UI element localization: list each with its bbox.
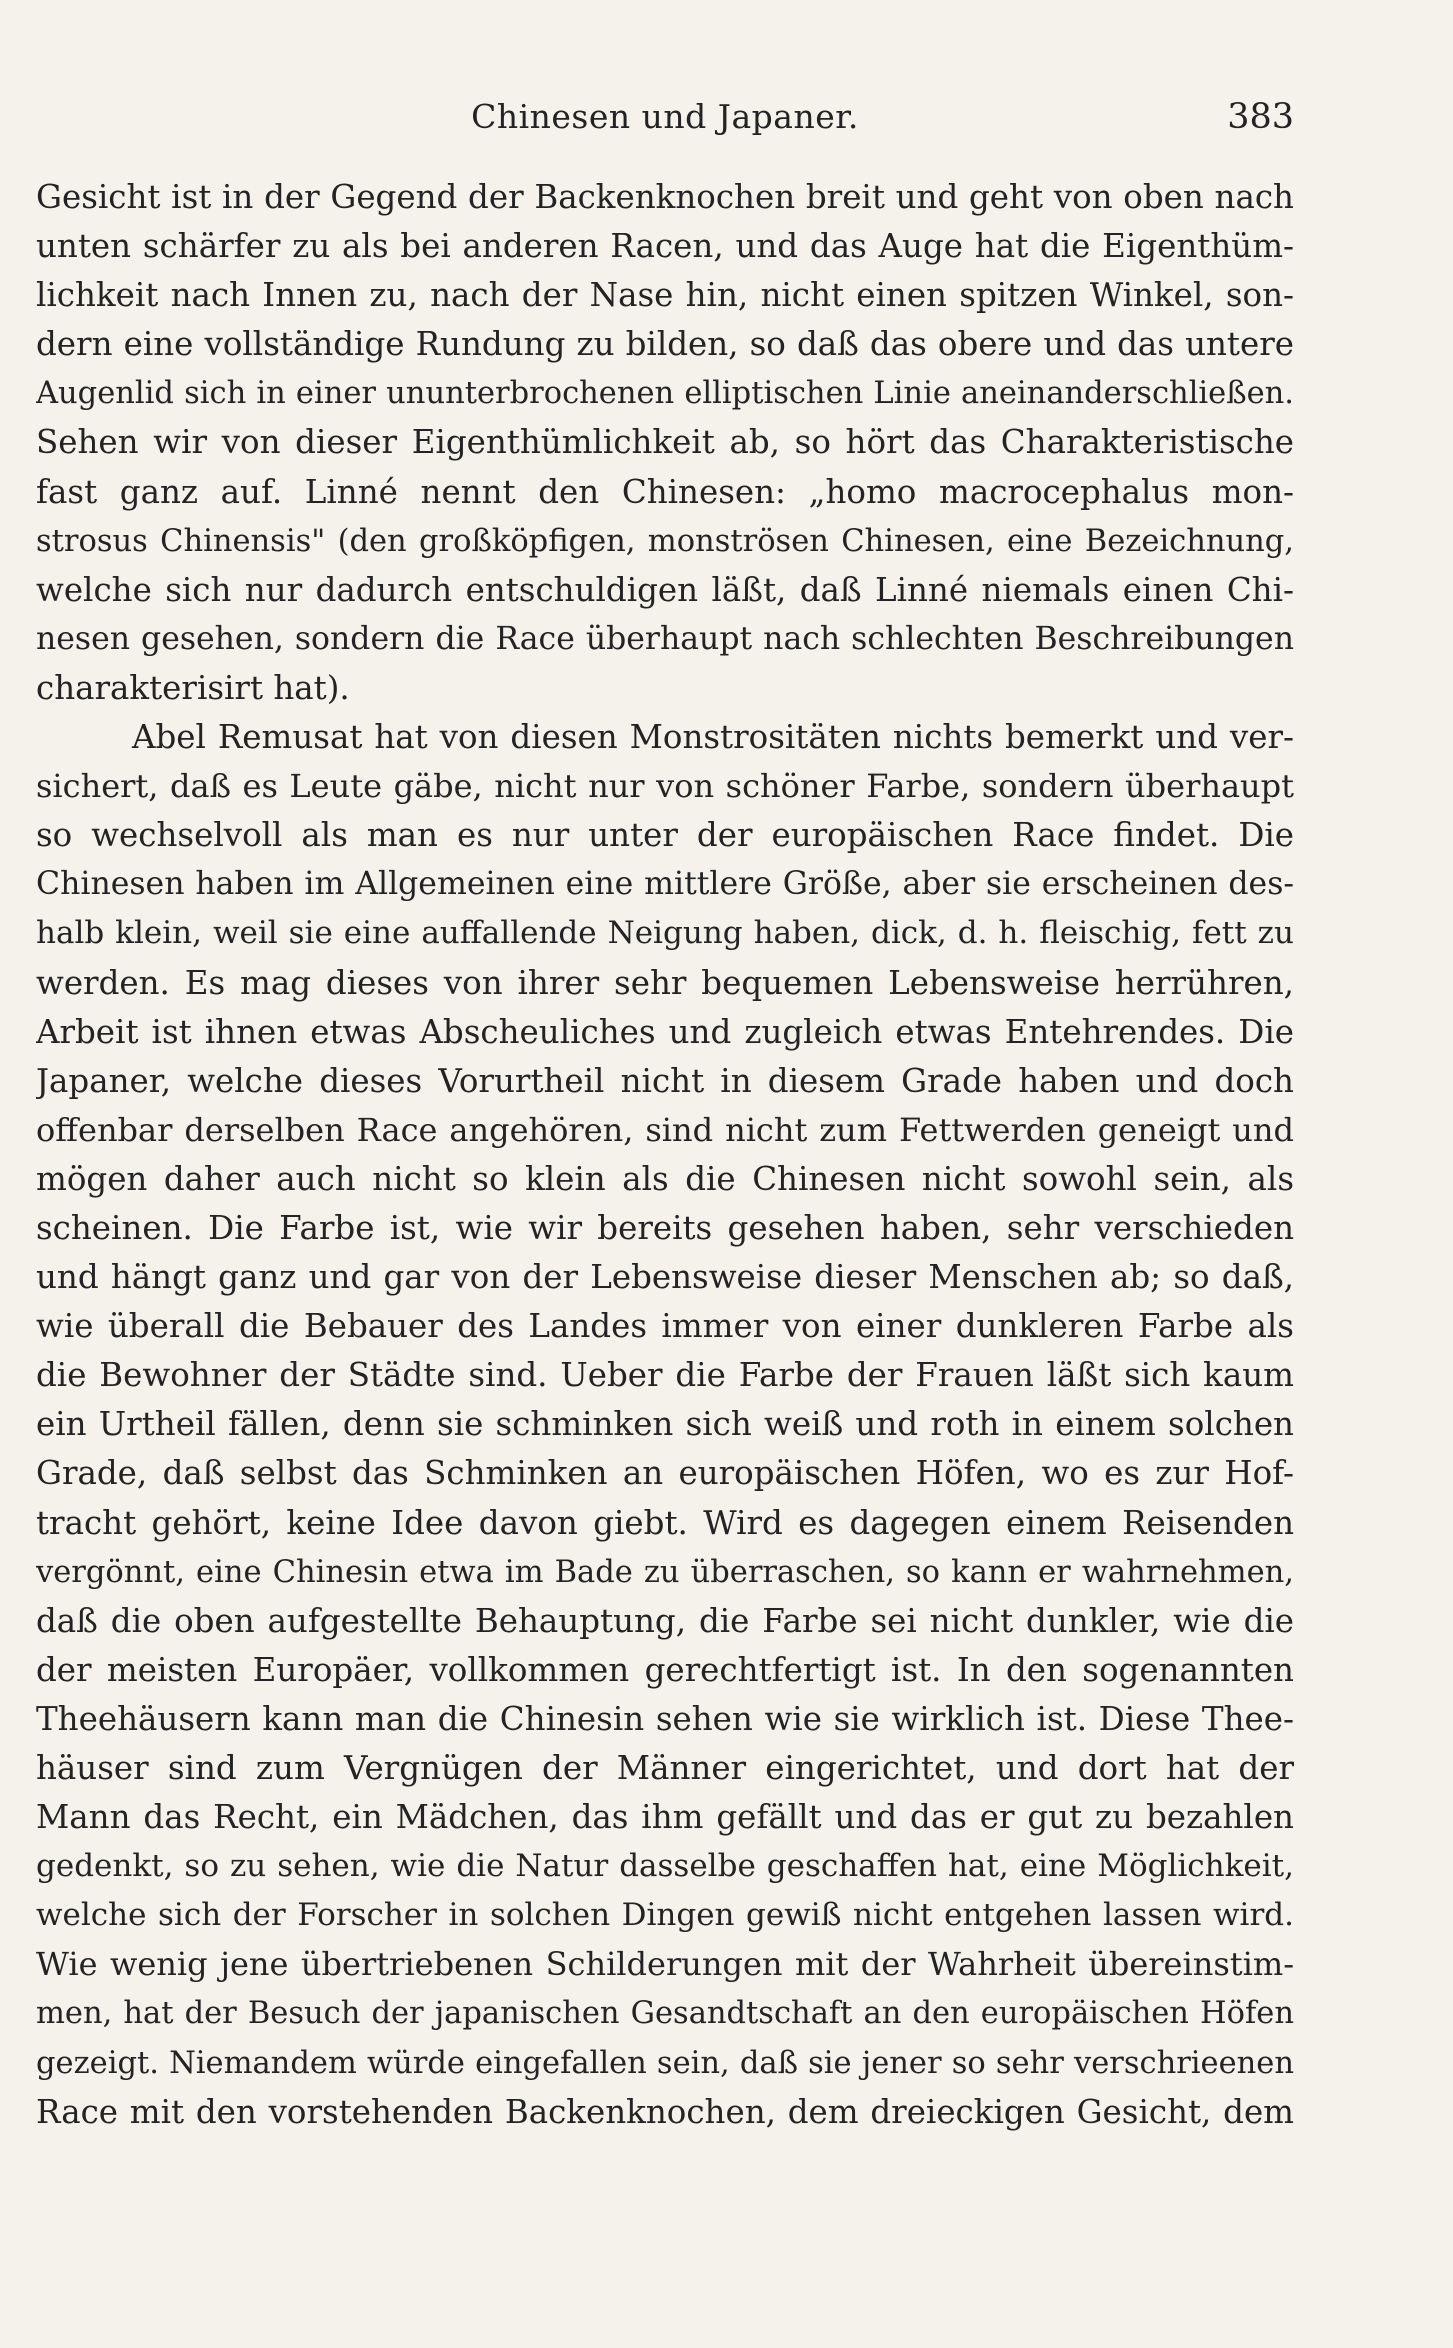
text-line: gedenkt, so zu sehen, wie die Natur dasselbe geschaffen hat, eine Möglichkeit, bbox=[36, 1848, 1294, 1885]
text-line: Augenlid sich in einer ununterbrochenen elliptischen Linie aneinanderschließen. bbox=[36, 376, 1294, 412]
text-line: offenbar derselben Race angehören, sind nicht zum Fettwerden geneigt und bbox=[36, 1110, 1294, 1149]
text-line: charakterisirt hat). bbox=[36, 668, 350, 707]
text-line: die Bewohner der Städte sind. Ueber die Farbe der Frauen läßt sich kaum bbox=[36, 1356, 1294, 1395]
text-line: häuser sind zum Vergnügen der Männer eingerichtet, und dort hat der bbox=[36, 1749, 1294, 1787]
text-line: so wechselvoll als man es nur unter der europäischen Race findet. Die bbox=[36, 816, 1294, 855]
text-line: daß die oben aufgestellte Behauptung, die Farbe sei nicht dunkler, wie die bbox=[36, 1601, 1294, 1640]
text-line: dern eine vollständige Rundung zu bilden, so daß das obere und das untere bbox=[36, 325, 1294, 364]
text-line: Theehäusern kann man die Chinesin sehen wie sie wirklich ist. Diese Thee- bbox=[36, 1699, 1294, 1738]
text-line: lichkeit nach Innen zu, nach der Nase hin, nicht einen spitzen Winkel, son- bbox=[36, 276, 1294, 315]
text-line: halb klein, weil sie eine auffallende Neigung haben, dick, d. h. fleischig, fett zu bbox=[36, 915, 1294, 952]
text-line: wie überall die Bebauer des Landes immer von einer dunkleren Farbe als bbox=[36, 1307, 1294, 1346]
body-text bbox=[36, 173, 1294, 2137]
text-line: Grade, daß selbst das Schminken an europäischen Höfen, wo es zur Hof- bbox=[36, 1454, 1294, 1493]
text-line: ein Urtheil fällen, denn sie schminken sich weiß und roth in einem solchen bbox=[36, 1405, 1294, 1444]
text-line: unten schärfer zu als bei anderen Racen, und das Auge hat die Eigenthüm- bbox=[36, 227, 1294, 266]
text-line: fast ganz auf. Linné nennt den Chinesen: „homo macrocephalus mon- bbox=[36, 472, 1294, 511]
text-line: Japaner, welche dieses Vorurtheil nicht in diesem Grade haben und doch bbox=[36, 1061, 1294, 1100]
text-line: Mann das Recht, ein Mädchen, das ihm gefällt und das er gut zu bezahlen bbox=[36, 1798, 1294, 1837]
running-head bbox=[36, 92, 1294, 142]
text-line: welche sich der Forscher in solchen Dingen gewiß nicht entgehen lassen wird. bbox=[36, 1897, 1294, 1934]
text-line: scheinen. Die Farbe ist, wie wir bereits gesehen haben, sehr verschieden bbox=[36, 1208, 1294, 1247]
text-line: Chinesen haben im Allgemeinen eine mittlere Größe, aber sie erscheinen des- bbox=[36, 866, 1294, 903]
text-line: werden. Es mag dieses von ihrer sehr bequemen Lebensweise herrühren, bbox=[36, 963, 1294, 1002]
text-line: Sehen wir von dieser Eigenthümlichkeit ab, so hört das Charakteristische bbox=[36, 423, 1294, 462]
text-line: der meisten Europäer, vollkommen gerechtfertigt ist. In den sogenannten bbox=[36, 1650, 1294, 1689]
text-line: Arbeit ist ihnen etwas Abscheuliches und zugleich etwas Entehrendes. Die bbox=[36, 1012, 1294, 1051]
text-line: sichert, daß es Leute gäbe, nicht nur von schöner Farbe, sondern überhaupt bbox=[36, 767, 1294, 806]
text-line: Abel Remusat hat von diesen Monstrositäten nichts bemerkt und ver- bbox=[132, 718, 1294, 757]
text-line: tracht gehört, keine Idee davon giebt. Wird es dagegen einem Reisenden bbox=[36, 1503, 1294, 1542]
text-line: vergönnt, eine Chinesin etwa im Bade zu überraschen, so kann er wahrnehmen, bbox=[36, 1554, 1294, 1590]
text-line: welche sich nur dadurch entschuldigen läßt, daß Linné niemals einen Chi- bbox=[36, 570, 1294, 609]
text-line: Race mit den vorstehenden Backenknochen, dem dreieckigen Gesicht, dem bbox=[36, 2092, 1294, 2131]
text-line: Gesicht ist in der Gegend der Backenknochen breit und geht von oben nach bbox=[36, 178, 1294, 216]
text-line: nesen gesehen, sondern die Race überhaupt nach schlechten Beschreibungen bbox=[36, 620, 1294, 657]
text-line: mögen daher auch nicht so klein als die Chinesen nicht sowohl sein, als bbox=[36, 1159, 1294, 1198]
text-line: und hängt ganz und gar von der Lebensweise dieser Menschen ab; so daß, bbox=[36, 1258, 1294, 1297]
page-number: 383 bbox=[1227, 97, 1294, 137]
text-line: gezeigt. Niemandem würde eingefallen sein, daß sie jener so sehr verschrieenen bbox=[36, 2045, 1294, 2081]
text-line: strosus Chinensis" (den großköpfigen, monströsen Chinesen, eine Bezeichnung, bbox=[36, 523, 1294, 559]
running-title: Chinesen und Japaner. bbox=[471, 97, 859, 136]
text-line: men, hat der Besuch der japanischen Gesandtschaft an den europäischen Höfen bbox=[36, 1996, 1294, 2032]
text-line: Wie wenig jene übertriebenen Schilderungen mit der Wahrheit übereinstim- bbox=[36, 1945, 1294, 1984]
